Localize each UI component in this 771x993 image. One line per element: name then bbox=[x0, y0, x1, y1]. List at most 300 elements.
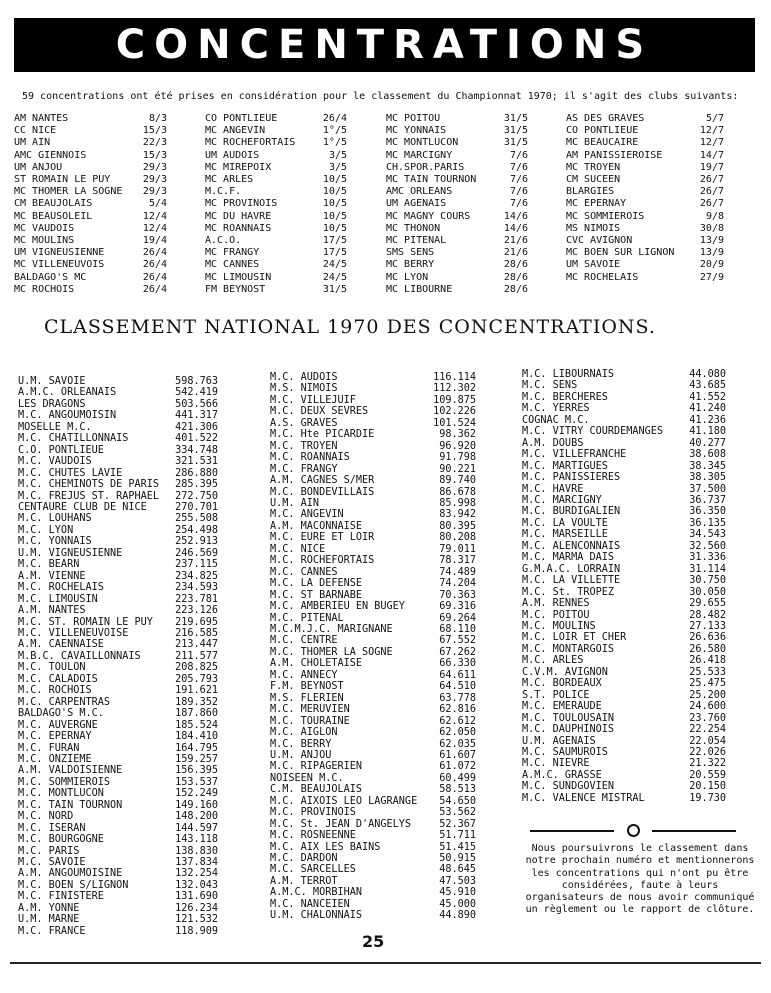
club-name: U.M. AIN bbox=[270, 497, 320, 509]
club-name: M.C. HAVRE bbox=[522, 483, 584, 495]
concentration-row bbox=[566, 186, 724, 198]
event-date: 27/9 bbox=[699, 271, 724, 283]
club-name: M.C. TOULOUSAIN bbox=[522, 712, 615, 724]
ranking-row bbox=[270, 784, 476, 795]
club-name: CM SUCEEN bbox=[566, 174, 621, 186]
club-score: 22.054 bbox=[689, 735, 726, 747]
event-date: 21/6 bbox=[503, 235, 528, 247]
club-name: MC THONON bbox=[386, 222, 441, 234]
club-name: M.C. ROCHOIS bbox=[18, 685, 92, 697]
club-name: MC DU HAVRE bbox=[205, 210, 272, 222]
event-date: 10/5 bbox=[322, 210, 347, 222]
club-name: A.M. TERROT bbox=[270, 875, 338, 887]
event-date: 26/7 bbox=[699, 186, 724, 198]
club-score: 219.695 bbox=[175, 616, 218, 628]
club-name: SMS SENS bbox=[386, 247, 435, 259]
event-date: 13/9 bbox=[699, 235, 724, 247]
concentration-row bbox=[386, 259, 528, 271]
club-name: M.C. VITRY COURDEMANGES bbox=[522, 426, 664, 438]
ranking-row bbox=[18, 685, 218, 696]
club-name: M.C. POITOU bbox=[522, 609, 590, 621]
closing-note: Nous poursuivrons le classement dans notre prochain numéro et mentionnerons les concentrations qui n'ont pu être considérées, faute à leurs organisateurs de nous avoir communiqué un règlement ou le rapport de clôture. bbox=[525, 843, 755, 916]
club-name: MC ANGEVIN bbox=[205, 125, 266, 137]
club-name: M.C. YERRES bbox=[522, 403, 590, 415]
concentration-row bbox=[205, 247, 347, 259]
club-score: 131.690 bbox=[175, 891, 218, 903]
club-score: 286.880 bbox=[175, 467, 218, 479]
ranking-row bbox=[18, 491, 218, 502]
club-name: LES DRAGONS bbox=[18, 398, 86, 410]
event-date: 19/4 bbox=[142, 235, 167, 247]
club-name: FM BEYNOST bbox=[205, 283, 266, 295]
club-score: 68.110 bbox=[439, 623, 476, 635]
ranking-row bbox=[18, 445, 218, 456]
club-name: UM ANJOU bbox=[14, 161, 63, 173]
club-name: M.C. NORD bbox=[18, 811, 74, 823]
ranking-row bbox=[18, 582, 218, 593]
club-score: 32.560 bbox=[689, 540, 726, 552]
club-name: M.C. TROYEN bbox=[270, 440, 338, 452]
event-date: 10/5 bbox=[322, 222, 347, 234]
club-score: 98.362 bbox=[439, 429, 476, 441]
club-name: A.M. VIENNE bbox=[18, 570, 86, 582]
event-date: 1°/5 bbox=[322, 125, 347, 137]
event-date: 19/7 bbox=[699, 161, 724, 173]
club-name: U.M. ANJOU bbox=[270, 749, 332, 761]
club-name: M.C. EURE ET LOIR bbox=[270, 532, 375, 544]
intro-text: 59 concentrations ont été prises en considération pour le classement du Championnat 1970; il s'agit des clubs suivants: bbox=[22, 91, 739, 102]
club-score: 102.226 bbox=[433, 406, 476, 418]
club-name: M.C. ROANNAIS bbox=[270, 452, 350, 464]
club-score: 79.011 bbox=[439, 543, 476, 555]
club-score: 67.262 bbox=[439, 646, 476, 658]
club-name: M.C. BURDIGALIEN bbox=[522, 506, 621, 518]
club-name: A.M. NANTES bbox=[18, 605, 86, 617]
club-name: M.C. PANISSIERES bbox=[522, 472, 621, 484]
club-name: M.C. BOURGOGNE bbox=[18, 834, 104, 846]
club-score: 74.489 bbox=[439, 566, 476, 578]
club-score: 85.998 bbox=[439, 497, 476, 509]
club-name: M.C. PROVINOIS bbox=[270, 807, 356, 819]
event-date: 15/3 bbox=[142, 125, 167, 137]
event-date: 26/7 bbox=[699, 198, 724, 210]
ranking-row bbox=[270, 498, 476, 509]
club-name: CO PONTLIEUE bbox=[566, 125, 639, 137]
club-score: 23.760 bbox=[689, 712, 726, 724]
club-name: MC BOEN SUR LIGNON bbox=[566, 247, 675, 259]
ranking-row bbox=[18, 720, 218, 731]
club-score: 29.655 bbox=[689, 598, 726, 610]
ranking-row bbox=[270, 887, 476, 898]
ranking-row bbox=[270, 842, 476, 853]
ranking-row bbox=[270, 910, 476, 921]
ranking-row bbox=[18, 456, 218, 467]
club-name: CC NICE bbox=[14, 125, 57, 137]
club-name: M.C. MARMA DAIS bbox=[522, 552, 615, 564]
club-name: A.M.C. GRASSE bbox=[522, 769, 602, 781]
club-name: MC TAIN TOURNON bbox=[386, 174, 477, 186]
club-score: 69.316 bbox=[439, 601, 476, 613]
club-name: MC MAGNY COURS bbox=[386, 210, 471, 222]
ranking-row bbox=[522, 690, 726, 701]
ranking-row bbox=[270, 647, 476, 658]
event-date: 31/5 bbox=[503, 113, 528, 124]
club-name: M.C. MARTIGUES bbox=[522, 460, 608, 472]
club-score: 216.585 bbox=[175, 627, 218, 639]
club-score: 96.920 bbox=[439, 440, 476, 452]
club-score: 205.793 bbox=[175, 673, 218, 685]
event-date: 24/5 bbox=[322, 271, 347, 283]
club-name: MS NIMOIS bbox=[566, 222, 621, 234]
concentration-row bbox=[566, 211, 724, 223]
event-date: 26/4 bbox=[142, 271, 167, 283]
ranking-row bbox=[270, 796, 476, 807]
club-name: M.C. FREJUS ST. RAPHAEL bbox=[18, 490, 160, 502]
event-date: 26/7 bbox=[699, 174, 724, 186]
club-name: MC ROCHOIS bbox=[14, 283, 75, 295]
concentration-row bbox=[386, 284, 528, 296]
club-score: 109.875 bbox=[433, 394, 476, 406]
club-score: 80.208 bbox=[439, 532, 476, 544]
club-name: AS DES GRAVES bbox=[566, 113, 645, 124]
ranking-row bbox=[522, 598, 726, 609]
club-name: F.M. BEYNOST bbox=[270, 681, 344, 693]
ranking-row bbox=[270, 716, 476, 727]
club-name: M.C. CENTRE bbox=[270, 635, 338, 647]
ranking-row bbox=[522, 484, 726, 495]
event-date: 24/5 bbox=[322, 259, 347, 271]
ranking-row bbox=[18, 926, 218, 937]
event-date: 7/6 bbox=[509, 161, 528, 173]
ranking-row bbox=[270, 475, 476, 486]
ranking-row bbox=[270, 807, 476, 818]
club-score: 20.150 bbox=[689, 781, 726, 793]
club-name: M.C. PARIS bbox=[18, 845, 80, 857]
club-name: M.C. SAUMUROIS bbox=[522, 746, 608, 758]
ranking-row bbox=[18, 914, 218, 925]
club-name: A.M. DOUBS bbox=[522, 437, 584, 449]
club-score: 43.685 bbox=[689, 380, 726, 392]
ranking-row bbox=[270, 532, 476, 543]
concentration-row bbox=[14, 113, 167, 125]
club-name: M.C. ANGEVIN bbox=[270, 509, 344, 521]
club-name: M.C. ONZIEME bbox=[18, 753, 92, 765]
club-name: A.M. MACONNAISE bbox=[270, 520, 363, 532]
club-name: CENTAURE CLUB DE NICE bbox=[18, 501, 147, 513]
club-name: M.C. ROCHEFORTAIS bbox=[270, 555, 375, 567]
club-name: C.M. BEAUJOLAIS bbox=[270, 784, 363, 796]
ranking-row bbox=[270, 613, 476, 624]
ranking-row bbox=[522, 632, 726, 643]
club-name: MC ROANNAIS bbox=[205, 222, 272, 234]
concentration-row bbox=[386, 113, 528, 125]
concentrations-column-2 bbox=[205, 113, 347, 296]
concentration-row bbox=[14, 174, 167, 186]
concentration-row bbox=[386, 137, 528, 149]
club-name: M.C. VAUDOIS bbox=[18, 456, 92, 468]
club-score: 62.050 bbox=[439, 727, 476, 739]
event-date: 12/4 bbox=[142, 210, 167, 222]
club-score: 22.254 bbox=[689, 724, 726, 736]
club-name: M.C. VILLEFRANCHE bbox=[522, 449, 627, 461]
event-date: 30/8 bbox=[699, 222, 724, 234]
club-name: CVC AVIGNON bbox=[566, 235, 633, 247]
concentration-row bbox=[14, 284, 167, 296]
concentration-row bbox=[386, 198, 528, 210]
club-name: M.C. MONTARGOIS bbox=[522, 643, 615, 655]
club-score: 211.577 bbox=[175, 650, 218, 662]
event-date: 14/6 bbox=[503, 210, 528, 222]
club-score: 254.498 bbox=[175, 524, 218, 536]
club-name: A.M. CAGNES S/MER bbox=[270, 475, 375, 487]
concentration-row bbox=[14, 272, 167, 284]
ranking-row bbox=[18, 743, 218, 754]
club-score: 44.080 bbox=[689, 369, 726, 380]
club-name: MC PROVINOIS bbox=[205, 198, 278, 210]
club-score: 51.711 bbox=[439, 830, 476, 842]
club-score: 53.562 bbox=[439, 807, 476, 819]
ranking-row bbox=[522, 678, 726, 689]
club-name: M.B.C. CAVAILLONNAIS bbox=[18, 650, 141, 662]
club-name: M.C. CALADOIS bbox=[18, 673, 98, 685]
club-name: MC VAUDOIS bbox=[14, 222, 75, 234]
club-score: 285.395 bbox=[175, 479, 218, 491]
club-name: M.C. ARLES bbox=[522, 655, 584, 667]
event-date: 31/5 bbox=[503, 125, 528, 137]
club-name: M.C. YONNAIS bbox=[18, 536, 92, 548]
club-name: M.C. MOULINS bbox=[522, 620, 596, 632]
event-date: 21/6 bbox=[503, 247, 528, 259]
club-name: MC MARCIGNY bbox=[386, 149, 453, 161]
club-score: 58.513 bbox=[439, 784, 476, 796]
event-date: 28/6 bbox=[503, 283, 528, 295]
club-name: U.M. MARNE bbox=[18, 914, 80, 926]
club-name: M.C. ST BARNABE bbox=[270, 589, 363, 601]
club-score: 28.482 bbox=[689, 609, 726, 621]
club-name: M.C. PITENAL bbox=[270, 612, 344, 624]
club-name: M.C. NANCEIEN bbox=[270, 898, 350, 910]
club-name: M.C. ANNECY bbox=[270, 669, 338, 681]
club-name: M.C. LYON bbox=[18, 524, 74, 536]
ranking-row bbox=[18, 617, 218, 628]
ranking-row bbox=[18, 548, 218, 559]
event-date: 7/6 bbox=[509, 186, 528, 198]
club-score: 37.500 bbox=[689, 483, 726, 495]
ranking-row bbox=[18, 868, 218, 879]
event-date: 12/7 bbox=[699, 125, 724, 137]
ranking-row bbox=[18, 399, 218, 410]
club-score: 148.200 bbox=[175, 811, 218, 823]
event-date: 28/6 bbox=[503, 271, 528, 283]
club-name: M.C. LA DEFENSE bbox=[270, 578, 363, 590]
ranking-row bbox=[522, 564, 726, 575]
club-score: 91.798 bbox=[439, 452, 476, 464]
concentration-row bbox=[566, 150, 724, 162]
club-name: M.C. TAIN TOURNON bbox=[18, 799, 123, 811]
event-date: 26/4 bbox=[142, 259, 167, 271]
club-name: M.C.F. bbox=[205, 186, 242, 198]
club-score: 61.607 bbox=[439, 749, 476, 761]
club-score: 185.524 bbox=[175, 719, 218, 731]
club-name: MC EPERNAY bbox=[566, 198, 627, 210]
club-name: MC TROYEN bbox=[566, 161, 621, 173]
ranking-row bbox=[522, 449, 726, 460]
club-name: MOSELLE M.C. bbox=[18, 421, 92, 433]
event-date: 1°/5 bbox=[322, 137, 347, 149]
concentration-row bbox=[14, 259, 167, 271]
club-name: M.C. BONDEVILLAIS bbox=[270, 486, 375, 498]
event-date: 22/3 bbox=[142, 137, 167, 149]
circle-ornament-icon bbox=[627, 824, 640, 837]
club-score: 255.508 bbox=[175, 513, 218, 525]
ranking-row bbox=[18, 697, 218, 708]
club-score: 50.915 bbox=[439, 853, 476, 865]
club-score: 149.160 bbox=[175, 799, 218, 811]
ranking-row bbox=[18, 777, 218, 788]
concentration-row bbox=[566, 272, 724, 284]
club-score: 159.257 bbox=[175, 753, 218, 765]
club-score: 126.234 bbox=[175, 902, 218, 914]
event-date: 7/6 bbox=[509, 149, 528, 161]
ranking-row bbox=[270, 750, 476, 761]
club-score: 31.114 bbox=[689, 563, 726, 575]
event-date: 7/6 bbox=[509, 198, 528, 210]
club-name: MC MOULINS bbox=[14, 235, 75, 247]
club-score: 36.737 bbox=[689, 494, 726, 506]
ranking-row bbox=[522, 610, 726, 621]
ranking-row bbox=[522, 747, 726, 758]
club-score: 62.816 bbox=[439, 704, 476, 716]
club-name: MC BEAUCAIRE bbox=[566, 137, 639, 149]
club-score: 321.531 bbox=[175, 456, 218, 468]
club-name: MC ROCHELAIS bbox=[566, 271, 639, 283]
club-name: A.S. GRAVES bbox=[270, 417, 338, 429]
ranking-row bbox=[18, 605, 218, 616]
club-score: 25.533 bbox=[689, 666, 726, 678]
ranking-row bbox=[18, 479, 218, 490]
club-name: M.C. LA VOULTE bbox=[522, 517, 608, 529]
ranking-row bbox=[270, 567, 476, 578]
concentration-row bbox=[566, 198, 724, 210]
ranking-row bbox=[270, 876, 476, 887]
club-score: 234.825 bbox=[175, 570, 218, 582]
ranking-row bbox=[270, 406, 476, 417]
concentration-row bbox=[386, 211, 528, 223]
ranking-row bbox=[18, 628, 218, 639]
ranking-row bbox=[522, 461, 726, 472]
club-score: 64.510 bbox=[439, 681, 476, 693]
ranking-row bbox=[522, 770, 726, 781]
concentration-row bbox=[205, 235, 347, 247]
club-name: M.C. MONTLUCON bbox=[18, 788, 104, 800]
club-score: 246.569 bbox=[175, 547, 218, 559]
ranking-row bbox=[18, 788, 218, 799]
ranking-row bbox=[522, 392, 726, 403]
concentration-row bbox=[386, 272, 528, 284]
club-name: M.C. BEARN bbox=[18, 559, 80, 571]
concentration-row bbox=[205, 272, 347, 284]
club-score: 101.524 bbox=[433, 417, 476, 429]
club-name: S.T. POLICE bbox=[522, 689, 590, 701]
ranking-row bbox=[270, 830, 476, 841]
club-name: MC ARLES bbox=[205, 174, 254, 186]
club-name: M.C. AUVERGNE bbox=[18, 719, 98, 731]
club-score: 31.336 bbox=[689, 552, 726, 564]
club-score: 27.133 bbox=[689, 620, 726, 632]
ranking-row bbox=[270, 429, 476, 440]
club-score: 70.363 bbox=[439, 589, 476, 601]
concentration-row bbox=[14, 223, 167, 235]
ranking-column-2 bbox=[270, 372, 476, 922]
ranking-row bbox=[270, 819, 476, 830]
ranking-row bbox=[270, 681, 476, 692]
club-name: U.M. VIGNEUSIENNE bbox=[18, 547, 123, 559]
club-name: MC THOMER LA SOGNE bbox=[14, 186, 123, 198]
club-name: M.C. MARSEILLE bbox=[522, 529, 608, 541]
club-name: M.C. FRANGY bbox=[270, 463, 338, 475]
club-name: M.C. SARCELLES bbox=[270, 864, 356, 876]
concentrations-column-3 bbox=[386, 113, 528, 296]
ranking-row bbox=[522, 644, 726, 655]
club-score: 132.254 bbox=[175, 868, 218, 880]
concentration-row bbox=[14, 137, 167, 149]
ranking-row bbox=[18, 674, 218, 685]
section-divider bbox=[530, 824, 748, 838]
ranking-row bbox=[18, 433, 218, 444]
concentration-row bbox=[566, 137, 724, 149]
club-score: 52.367 bbox=[439, 818, 476, 830]
event-date: 29/3 bbox=[142, 174, 167, 186]
ranking-row bbox=[18, 662, 218, 673]
club-name: M.C. RIPAGERIEN bbox=[270, 761, 363, 773]
club-score: 83.942 bbox=[439, 509, 476, 521]
event-date: 13/9 bbox=[699, 247, 724, 259]
club-score: 503.566 bbox=[175, 398, 218, 410]
concentration-row bbox=[205, 113, 347, 125]
club-score: 118.909 bbox=[175, 925, 218, 937]
club-score: 45.910 bbox=[439, 887, 476, 899]
club-score: 270.701 bbox=[175, 501, 218, 513]
club-name: MC BERRY bbox=[386, 259, 435, 271]
club-score: 138.830 bbox=[175, 845, 218, 857]
ranking-row bbox=[270, 418, 476, 429]
ranking-row bbox=[270, 658, 476, 669]
club-score: 41.552 bbox=[689, 391, 726, 403]
club-name: BLARGIES bbox=[566, 186, 615, 198]
club-name: C.O. PONTLIEUE bbox=[18, 444, 104, 456]
ranking-row bbox=[522, 438, 726, 449]
club-name: M.C. NIEVRE bbox=[522, 758, 590, 770]
club-score: 144.597 bbox=[175, 822, 218, 834]
ranking-row bbox=[522, 758, 726, 769]
concentration-row bbox=[566, 259, 724, 271]
concentration-row bbox=[14, 150, 167, 162]
club-name: M.C. NICE bbox=[270, 543, 326, 555]
club-name: MC LIBOURNE bbox=[386, 283, 453, 295]
club-name: U.M. SAVOIE bbox=[18, 376, 86, 387]
ranking-row bbox=[270, 624, 476, 635]
concentration-row bbox=[386, 162, 528, 174]
club-name: M.C. VILLEJUIF bbox=[270, 394, 356, 406]
club-score: 89.740 bbox=[439, 475, 476, 487]
club-score: 36.135 bbox=[689, 517, 726, 529]
concentration-row bbox=[566, 235, 724, 247]
club-name: A.M. RENNES bbox=[522, 598, 590, 610]
ranking-row bbox=[18, 536, 218, 547]
club-name: MC CANNES bbox=[205, 259, 260, 271]
club-score: 45.000 bbox=[439, 898, 476, 910]
club-score: 187.860 bbox=[175, 708, 218, 720]
